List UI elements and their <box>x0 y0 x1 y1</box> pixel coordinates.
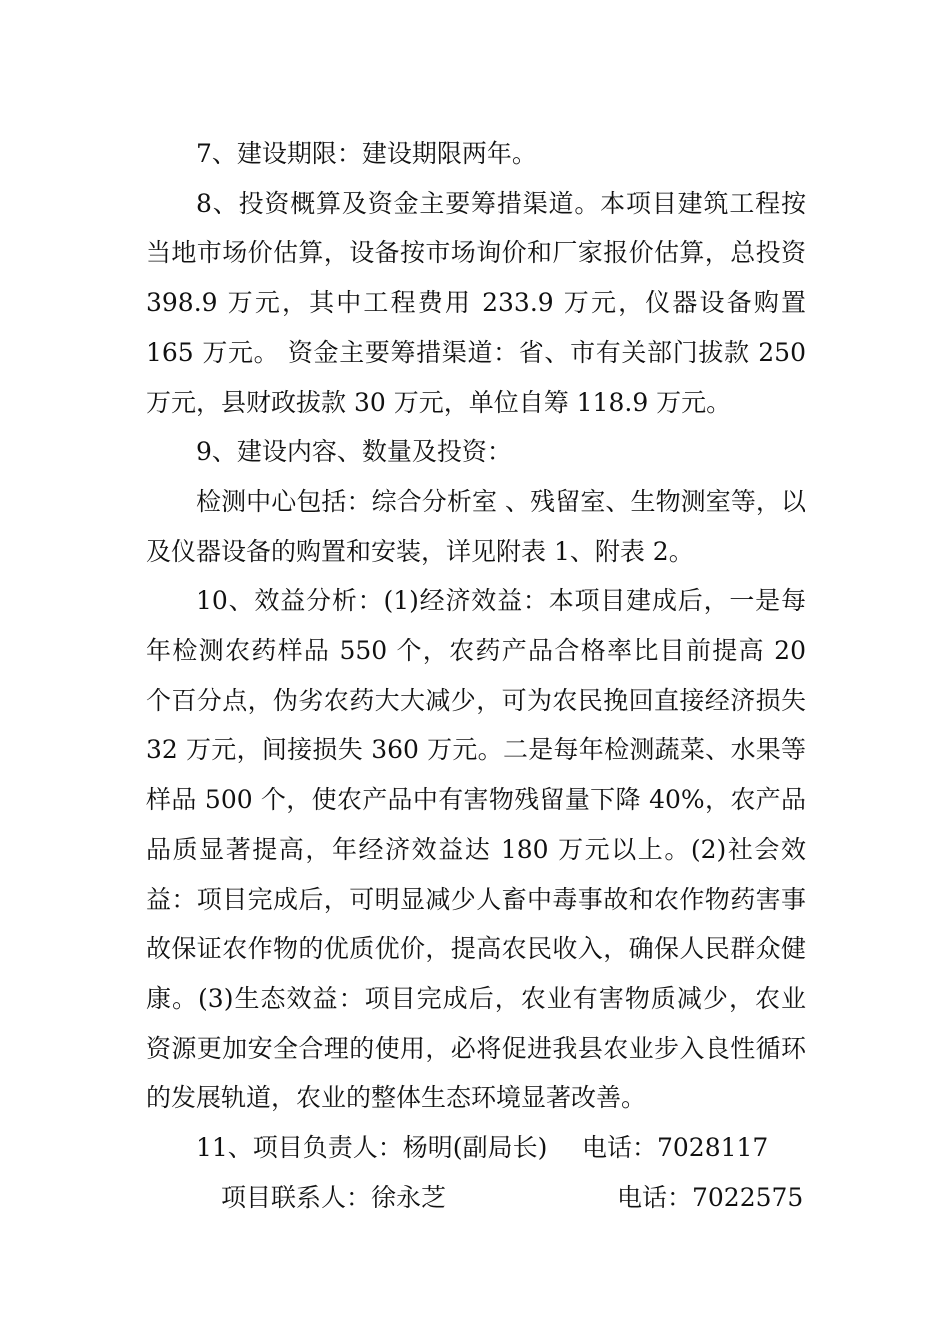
project-contact-phone: 电话：7022575 <box>617 1182 804 1212</box>
paragraph-testing-center: 检测中心包括：综合分析室 、残留室、生物测室等，以及仪器设备的购置和安装，详见附表 1、附表 2。 <box>146 486 806 566</box>
project-leader-phone: 电话：7028117 <box>582 1133 769 1163</box>
project-leader-line <box>146 1123 806 1173</box>
paragraph-benefit-analysis: 10、效益分析：(1)经济效益：本项目建成后，一是每年检测农药样品 550 个，农药产品合格率比目前提高 20 个百分点，伪劣农药大大减少，可为农民挽回直接经济损失 32 万元，间接损失 360 万元。二是每年检测蔬菜、水果等样品 500 个，使农产品中有害物残留量下降 40%，农产品品质显著提高，年经济效益达 180 万元以上。(2)社会效益：项目完成后，可明显减少人畜中毒事故和农作物药害事故保证农作物的优质优价，提高农民收入，确保人民群众健康。(3)生态效益：项目完成后，农业有害物质减少，农业资源更加安全合理的使用，必将促进我县农业步入良性循环的发展轨道，农业的整体生态环境显著改善。 <box>146 586 806 1113</box>
paragraph-construction-period: 7、建设期限：建设期限两年。 <box>196 139 537 168</box>
paragraph-construction-content-heading: 9、建设内容、数量及投资： <box>196 437 512 467</box>
project-contact-label: 项目联系人：徐永芝 <box>221 1182 447 1212</box>
paragraph-investment-estimate: 8、投资概算及资金主要筹措渠道。本项目建筑工程按当地市场价估算，设备按市场询价和厂家报价估算，总投资 398.9 万元，其中工程费用 233.9 万元，仪器设备购置 165 万元。 资金主要筹措渠道：省、市有关部门拔款 250 万元，县财政拔款 30 万元，单位自筹 118.9 万元。 <box>146 188 806 417</box>
document-body <box>146 129 806 1222</box>
project-contact-line <box>146 1173 806 1223</box>
project-leader-label: 11、项目负责人：杨明(副局长) <box>196 1133 548 1163</box>
